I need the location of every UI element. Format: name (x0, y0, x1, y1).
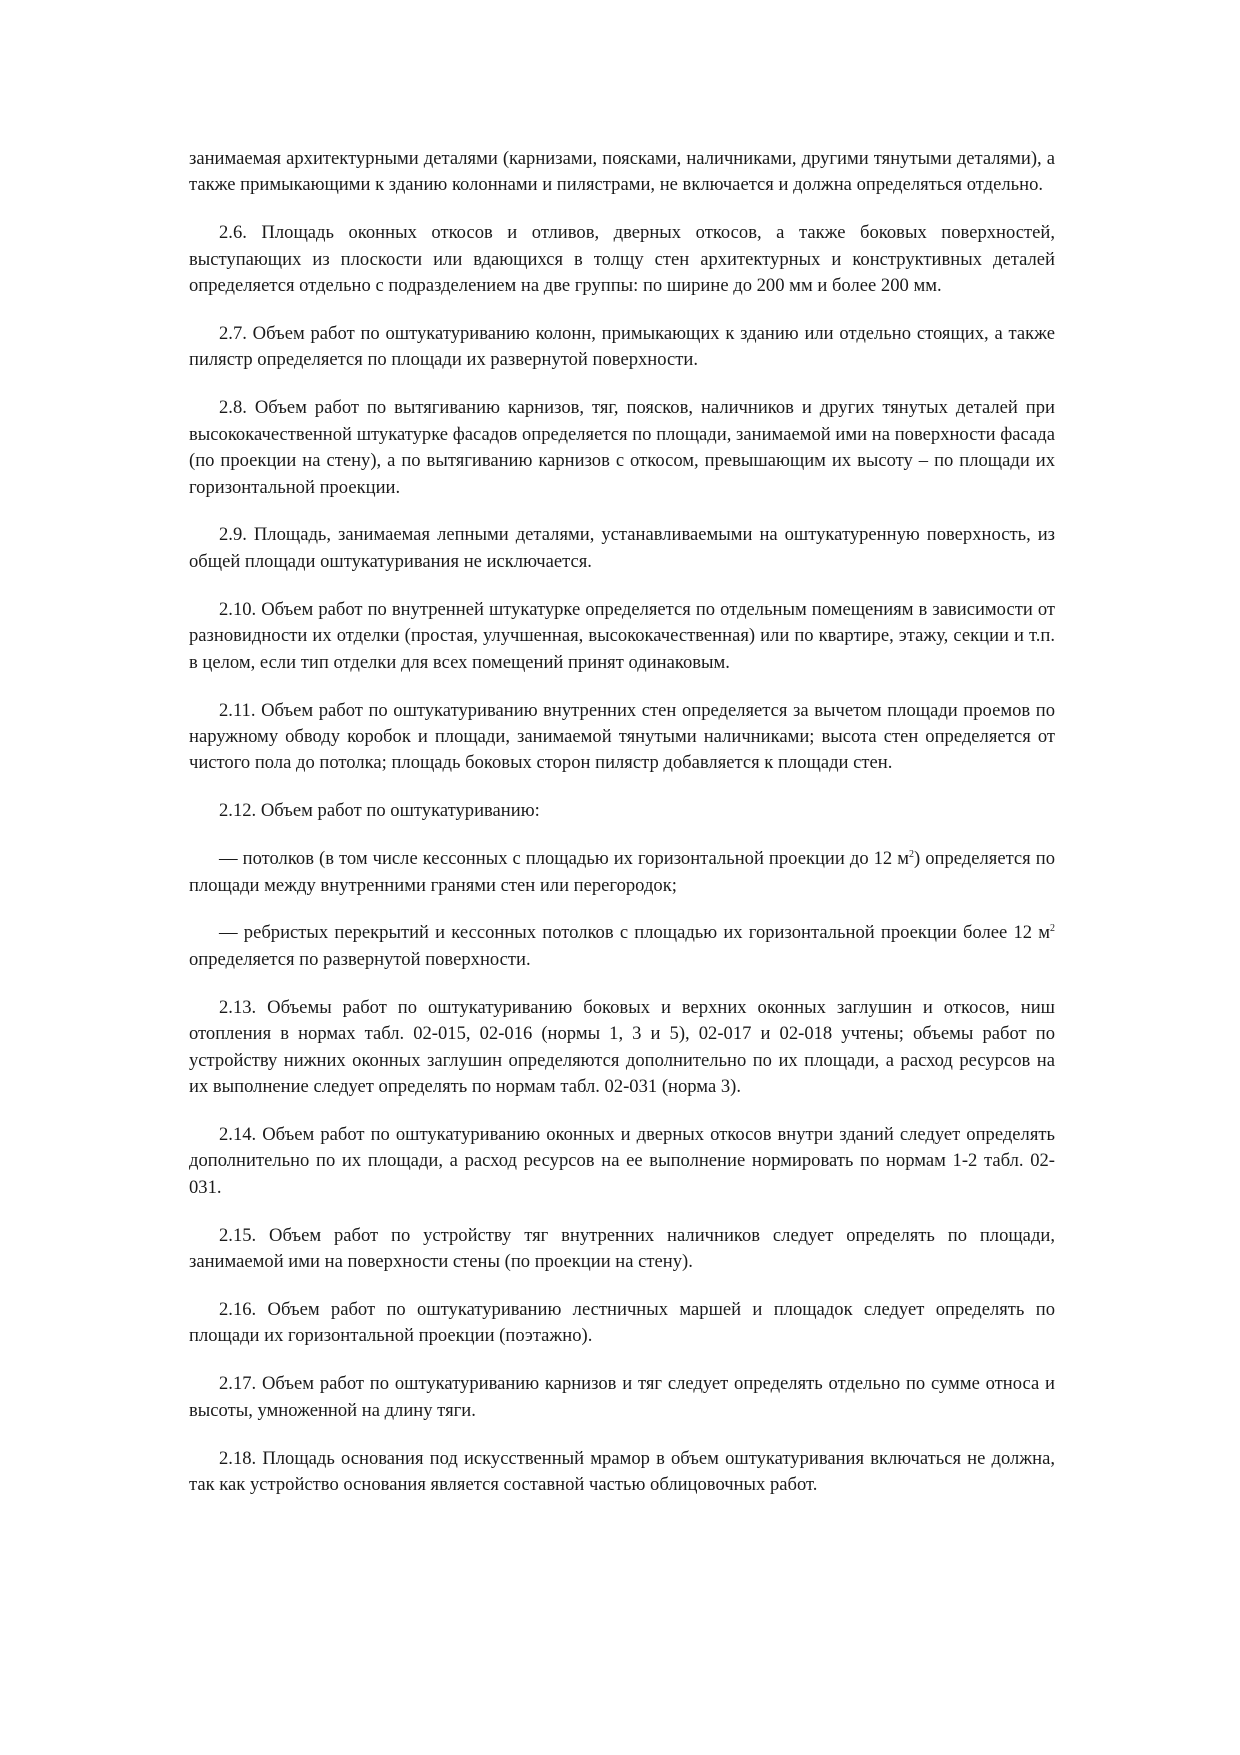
paragraph-2-12-ceilings (189, 846, 1055, 899)
paragraph-text-part: — потолков (в том числе кессонных с площадью их горизонтальной проекции до 12 м (219, 848, 910, 870)
paragraph-text-part: определяется по развернутой поверхности. (189, 948, 531, 970)
document-page (189, 146, 1055, 1520)
paragraph-2-7: 2.7. Объем работ по оштукатуриванию колонн, примыкающих к зданию или отдельно стоящих, а также пилястр определяется по площади их развернутой поверхности. (189, 323, 1055, 371)
paragraph-2-12: 2.12. Объем работ по оштукатуриванию: (219, 800, 540, 822)
paragraph-2-14: 2.14. Объем работ по оштукатуриванию оконных и дверных откосов внутри зданий следует определять дополнительно по их площади, а расход ресурсов на ее выполнение нормировать по нормам 1-2 табл. 02-031. (189, 1123, 1055, 1198)
superscript: 2 (909, 849, 915, 861)
paragraph-2-15: 2.15. Объем работ по устройству тяг внутренних наличников следует определять по площади, занимаемой ими на поверхности стены (по проекции на стену). (189, 1224, 1055, 1272)
paragraph-2-11: 2.11. Объем работ по оштукатуриванию внутренних стен определяется за вычетом площади проемов по наружному обводу коробок и площади, занимаемой тянутыми наличниками; высота стен определяется от чистого пола до потолка; площадь боковых сторон пилястр добавляется к площади стен. (189, 699, 1055, 774)
paragraph-2-12-ribbed (189, 920, 1055, 973)
paragraph-2-10: 2.10. Объем работ по внутренней штукатурке определяется по отдельным помещениям в зависимости от разновидности их отделки (простая, улучшенная, высококачественная) или по квартире, этажу, секции и т.п. в целом, если тип отделки для всех помещений принят одинаковым. (189, 598, 1055, 673)
paragraph-2-9: 2.9. Площадь, занимаемая лепными деталями, устанавливаемыми на оштукатуренную поверхность, из общей площади оштукатуривания не исключается. (189, 524, 1055, 572)
paragraph-text-part: — ребристых перекрытий и кессонных потолков с площадью их горизонтальной проекции более 12 м (219, 922, 1050, 944)
paragraph-2-13: 2.13. Объемы работ по оштукатуриванию боковых и верхних оконных заглушин и откосов, ниш отопления в нормах табл. 02-015, 02-016 (нормы 1, 3 и 5), 02-017 и 02-018 учтены; объемы работ по устройству нижних оконных заглушин определяются дополнительно по их площади, а расход ресурсов на их выполнение следует определять по нормам табл. 02-031 (норма 3). (189, 996, 1055, 1097)
paragraph-text-part: ) определяется по площади между внутренними гранями стен или перегородок; (189, 848, 1055, 896)
paragraph-2-18: 2.18. Площадь основания под искусственный мрамор в объем оштукатуривания включаться не должна, так как устройство основания является составной частью облицовочных работ. (189, 1447, 1055, 1495)
superscript: 2 (1050, 923, 1055, 935)
paragraph-2-8: 2.8. Объем работ по вытягиванию карнизов, тяг, поясков, наличников и других тянутых деталей при высококачественной штукатурке фасадов определяется по площади, занимаемой ими на поверхности фасада (по проекции на стену), а по вытягиванию карнизов с откосом, превышающим их высоту – по площади их горизонтальной проекции. (189, 397, 1055, 498)
paragraph-2-16: 2.16. Объем работ по оштукатуриванию лестничных маршей и площадок следует определять по площади их горизонтальной проекции (поэтажно). (189, 1298, 1055, 1347)
paragraph-continuation: занимаемая архитектурными деталями (карнизами, поясками, наличниками, другими тянутыми деталями), а также примыкающими к зданию колоннами и пилястрами, не включается и должна определяться отдельно. (189, 148, 1055, 196)
paragraph-2-17: 2.17. Объем работ по оштукатуриванию карнизов и тяг следует определять отдельно по сумме относа и высоты, умноженной на длину тяги. (189, 1373, 1055, 1421)
paragraph-2-6: 2.6. Площадь оконных откосов и отливов, дверных откосов, а также боковых поверхностей, выступающих из плоскости или вдающихся в толщу стен архитектурных и конструктивных деталей определяется отдельно с подразделением на две группы: по ширине до 200 мм и более 200 мм. (189, 222, 1055, 297)
